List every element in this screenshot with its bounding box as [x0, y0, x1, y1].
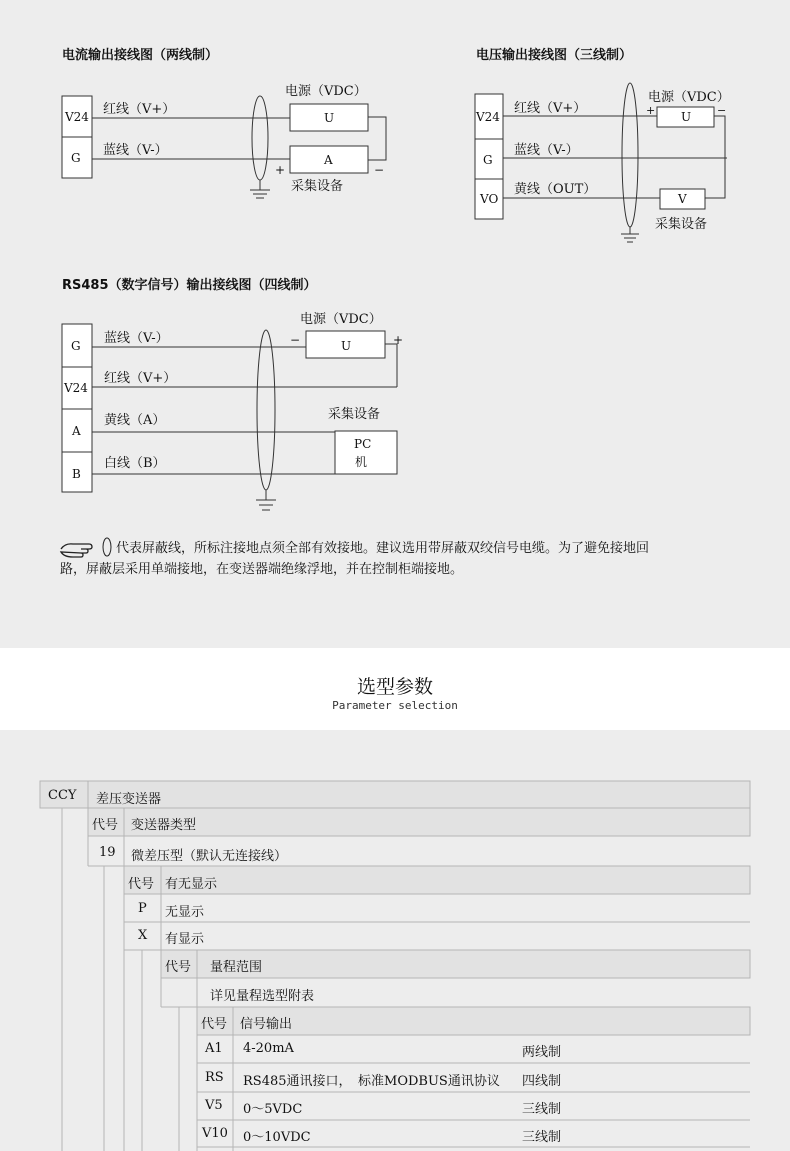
group4-row1-wire: 两线制 [522, 1045, 562, 1060]
note-line2: 路，屏蔽层采用单端接地，在变送器端绝缘浮地，并在控制柜端接地。 [60, 562, 464, 577]
note-line1: 代表屏蔽线，所标注接地点须全部有效接地。建议选用带屏蔽双绞信号电缆。为了避免接地回 [116, 541, 650, 556]
section-title-sub: Parameter selection [332, 699, 458, 712]
shielding-note [60, 538, 740, 580]
voltage-wire-yellow-label: 黄线（OUT） [514, 182, 597, 197]
group4-header: 信号输出 [240, 1017, 293, 1032]
voltage-box-u: U [681, 110, 692, 124]
current-wire-blue-label: 蓝线（V-） [103, 143, 168, 158]
rs485-wire-blue-label: 蓝线（V-） [104, 331, 169, 346]
group2-row1-code: P [138, 901, 147, 916]
rs485-pc-line1: PC [354, 437, 372, 451]
group4-row4-code: V10 [202, 1126, 228, 1141]
rs485-terminal-b: B [72, 467, 81, 481]
group4-row3-wire: 三线制 [522, 1102, 562, 1117]
group2-code-header: 代号 [128, 877, 155, 892]
current-box-u: U [324, 111, 335, 125]
current-box-a: A [324, 153, 333, 167]
voltage-minus-sign: − [717, 104, 727, 117]
group2-row2-code: X [138, 928, 148, 943]
group4-row2-code: RS [205, 1070, 224, 1085]
group4-row1-desc: 4-20mA [243, 1041, 294, 1056]
current-wire-red-label: 红线（V+） [103, 102, 176, 117]
current-minus-sign: − [374, 163, 385, 177]
voltage-shield-ellipse [622, 83, 638, 227]
voltage-diagram-title: 电压输出接线图（三线制） [476, 48, 633, 63]
voltage-terminal-v24: V24 [476, 110, 500, 124]
voltage-power-label: 电源（VDC） [648, 90, 730, 105]
rs485-wire-white-label: 白线（B） [104, 456, 166, 471]
voltage-wire-red-label: 红线（V+） [514, 101, 587, 116]
section-title-main: 选型参数 [356, 676, 433, 698]
rs485-pc-line2: 机 [355, 455, 368, 469]
group4-row4-wire: 三线制 [522, 1130, 562, 1145]
voltage-box-v: V [678, 192, 687, 206]
current-terminal-v24: V24 [65, 110, 89, 124]
group3-row-desc: 详见量程选型附表 [210, 989, 315, 1004]
group3-header: 量程范围 [210, 960, 263, 975]
group2-row2-desc: 有显示 [165, 932, 205, 947]
voltage-plus-sign: + [646, 104, 656, 117]
group1-code-header: 代号 [92, 818, 119, 833]
group4-row2-wire: 四线制 [522, 1074, 562, 1089]
rs485-terminal-a: A [72, 424, 81, 438]
rs485-terminal-v24: V24 [64, 381, 88, 395]
section-title-band [0, 648, 790, 730]
model-code-cell: CCY [48, 788, 77, 803]
model-name-cell: 差压变送器 [96, 792, 162, 807]
group2-row1-desc: 无显示 [165, 905, 205, 920]
group4-row3-desc: 0～5VDC [243, 1102, 303, 1117]
current-device-label: 采集设备 [291, 179, 344, 194]
group1-row-code: 19 [99, 845, 116, 860]
group1-header: 变送器类型 [131, 818, 197, 833]
group3-code-header: 代号 [165, 960, 192, 975]
rs485-wire-yellow-label: 黄线（A） [104, 413, 166, 428]
group1-row-desc: 微差压型（默认无连接线） [131, 849, 288, 864]
voltage-device-label: 采集设备 [655, 217, 708, 232]
rs485-plus-sign: + [393, 333, 404, 347]
rs485-minus-sign: − [290, 333, 301, 347]
voltage-terminal-vo: VO [480, 192, 499, 206]
rs485-box-u: U [341, 339, 352, 353]
voltage-terminal-g: G [483, 153, 493, 167]
group4-row1-code: A1 [205, 1041, 223, 1056]
rs485-diagram-title: RS485（数字信号）输出接线图（四线制） [62, 278, 317, 293]
current-power-label: 电源（VDC） [285, 84, 367, 99]
selection-table [0, 730, 790, 1151]
rs485-power-label: 电源（VDC） [300, 312, 382, 327]
group4-row2-desc: RS485通讯接口， 标准MODBUS通讯协议 [243, 1074, 500, 1089]
current-diagram-title: 电流输出接线图（两线制） [62, 48, 219, 63]
rs485-terminal-g: G [71, 339, 81, 353]
current-plus-sign: + [275, 163, 286, 177]
current-shield-ellipse [252, 96, 268, 180]
group4-code-header: 代号 [201, 1017, 228, 1032]
current-terminal-g: G [71, 151, 81, 165]
rs485-shield-ellipse [257, 330, 275, 490]
rs485-wire-red-label: 红线（V+） [104, 371, 177, 386]
group4-row3-code: V5 [205, 1098, 223, 1113]
rs485-device-label: 采集设备 [328, 407, 381, 422]
group4-row4-desc: 0～10VDC [243, 1130, 311, 1145]
voltage-wire-blue-label: 蓝线（V-） [514, 143, 579, 158]
group2-header: 有无显示 [165, 877, 218, 892]
